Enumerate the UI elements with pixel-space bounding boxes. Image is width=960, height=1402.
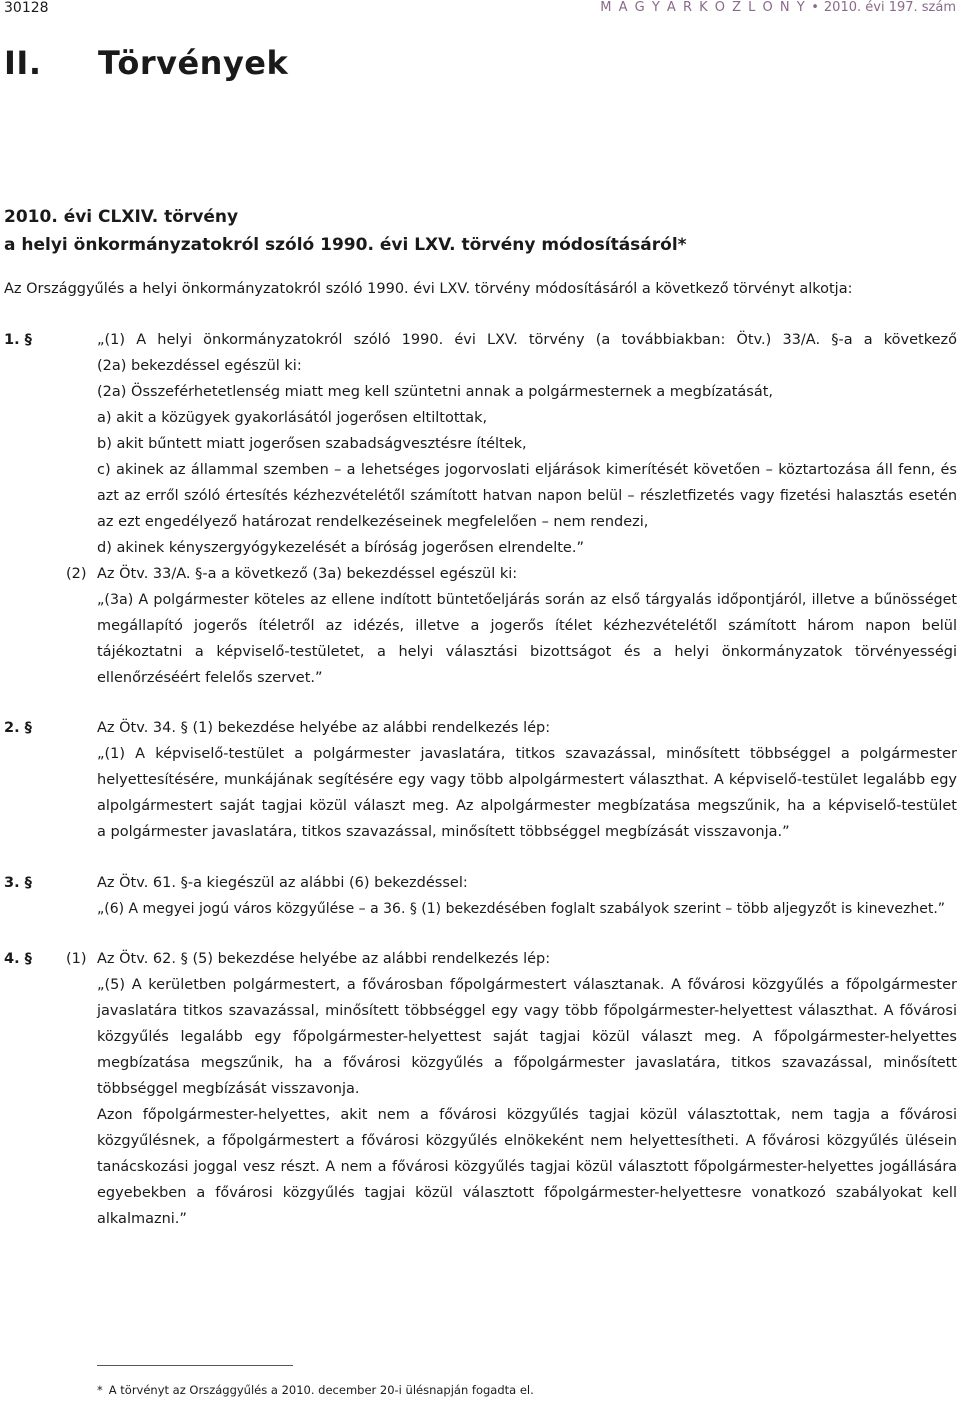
s1-line: c) akinek az állammal szemben – a lehetséges jogorvoslati eljárások kimerítését követően – köztartozása áll fenn, és	[97, 462, 957, 478]
s1-quote-line: megállapító jogerős ítéletről az idézés, illetve a jogerős ítélet kézhezvételétől számított három napon belül	[97, 618, 957, 634]
section-3-label: 3. §	[4, 875, 32, 891]
s2-line: helyettesítésére, munkájának segítésére egy vagy több alpolgármestert választhat. A képviselő-testület legalább egy	[97, 772, 957, 788]
s4-line: javaslatára titkos szavazással, minősített többséggel egy vagy több főpolgármester-helyettest választhat. A fővárosi	[97, 1003, 957, 1019]
journal-issue: 2010. évi 197. szám	[823, 0, 956, 15]
section-2-label: 2. §	[4, 720, 32, 736]
s1-line: a) akit a közügyek gyakorlásától jogerősen eltiltottak,	[97, 410, 488, 426]
s2-line: a polgármester javaslatára, titkos szavazással, minősített többséggel megbízását visszavonja.”	[97, 824, 790, 840]
s1-subsection-2-label: (2)	[66, 566, 87, 582]
enacting-clause: Az Országgyűlés a helyi önkormányzatokról szóló 1990. évi LXV. törvény módosításáról a következő törvényt alkotja:	[4, 281, 853, 297]
footnote-divider	[97, 1365, 293, 1366]
s3-line: „(6) A megyei jogú város közgyűlése – a 36. § (1) bekezdésében foglalt szabályok szerint – több aljegyzőt is kinevezhet.”	[97, 901, 946, 917]
s4-line: „(5) A kerületben polgármestert, a fővárosban főpolgármestert választanak. A fővárosi közgyűlés a főpolgármester	[97, 977, 957, 993]
s1-line: (2a) bekezdéssel egészül ki:	[97, 358, 302, 374]
law-title	[4, 203, 687, 259]
s1-line: az ezt engedélyező határozat rendelkezéseinek megfelelően – nem rendezi,	[97, 514, 649, 530]
page-number: 30128	[4, 0, 49, 16]
page-header	[0, 0, 960, 18]
footnote	[97, 1383, 534, 1397]
s4-line: többséggel megbízását visszavonja.	[97, 1081, 360, 1097]
footnote-text: A törvényt az Országgyűlés a 2010. december 20-i ülésnapján fogadta el.	[108, 1383, 534, 1397]
s4-line: megbízatása megszűnik, ha a fővárosi közgyűlés a főpolgármester javaslatára, titkos szavazással, minősített	[97, 1055, 957, 1071]
s1-line: d) akinek kényszergyógykezelését a bíróság jogerősen elrendelte.”	[97, 540, 584, 556]
s1-line: (2a) Összeférhetetlenség miatt meg kell szüntetni annak a polgármesternek a megbízatását,	[97, 384, 774, 400]
section-1-label: 1. §	[4, 332, 32, 348]
s1-line: „(1) A helyi önkormányzatokról szóló 1990. évi LXV. törvény (a továbbiakban: Ötv.) 33/A. §-a a következő	[97, 332, 957, 348]
journal-name: M A G Y A R K Ö Z L Ö N Y	[600, 0, 807, 15]
bullet-separator: •	[811, 0, 819, 15]
s4-line: alkalmazni.”	[97, 1211, 187, 1227]
s1-line: azt az erről szóló értesítés kézhezvételétől számított hatvan napon belül – részletfizetés vagy fizetési halasztás esetén	[97, 488, 957, 504]
s1-subsection-2-intro: Az Ötv. 33/A. §-a a következő (3a) bekezdéssel egészül ki:	[97, 566, 518, 582]
s2-line: „(1) A képviselő-testület a polgármester javaslatára, titkos szavazással, minősített többséggel a polgármester	[97, 746, 957, 762]
s4-subsection-1-label: (1)	[66, 951, 87, 967]
s4-intro: Az Ötv. 62. § (5) bekezdése helyébe az alábbi rendelkezés lép:	[97, 951, 551, 967]
s4-line: egyebekben a fővárosi közgyűlés tagjai közül választott főpolgármester-helyettesre vonatkozó szabályokat kell	[97, 1185, 957, 1201]
journal-title	[600, 0, 956, 15]
chapter-number: II.	[4, 44, 42, 82]
s1-line: b) akit bűntett miatt jogerősen szabadságvesztésre ítéltek,	[97, 436, 527, 452]
s4-line: közgyűlésnek, a főpolgármestert a fővárosi közgyűlés elnökeként nem helyettesítheti. A fővárosi közgyűlés ülésein	[97, 1133, 957, 1149]
s4-line: tanácskozási joggal vesz részt. A nem a fővárosi közgyűlés tagjai közül választott főpolgármester-helyettes jogállására	[97, 1159, 957, 1175]
s2-line: alpolgármestert saját tagjai közül választ meg. Az alpolgármester megbízatása megszűnik, ha a képviselő-testület	[97, 798, 957, 814]
law-title-line-2: a helyi önkormányzatokról szóló 1990. évi LXV. törvény módosításáról*	[4, 235, 687, 255]
chapter-title: Törvények	[98, 44, 289, 82]
s4-line: Azon főpolgármester-helyettes, akit nem a fővárosi közgyűlés tagjai közül választottak, nem tagja a fővárosi	[97, 1107, 957, 1123]
s1-quote-line: ellenőrzéséért felelős szervet.”	[97, 670, 323, 686]
footnote-marker: *	[97, 1383, 103, 1397]
s1-quote-line: tájékoztatni a képviselő-testületet, a helyi választási bizottságot és a helyi önkormányzatok törvényességi	[97, 644, 957, 660]
chapter-heading	[4, 44, 288, 82]
law-title-line-1: 2010. évi CLXIV. törvény	[4, 207, 239, 227]
s4-line: közgyűlés legalább egy főpolgármester-helyettest saját tagjai közül választ meg. A főpolgármester-helyettes	[97, 1029, 957, 1045]
s1-quote-line: „(3a) A polgármester köteles az ellene indított büntetőeljárás során az első tárgyalás időpontjáról, illetve a bűnösséget	[97, 592, 957, 608]
section-4-label: 4. §	[4, 951, 32, 967]
s2-intro: Az Ötv. 34. § (1) bekezdése helyébe az alábbi rendelkezés lép:	[97, 720, 551, 736]
s3-intro: Az Ötv. 61. §-a kiegészül az alábbi (6) bekezdéssel:	[97, 875, 468, 891]
